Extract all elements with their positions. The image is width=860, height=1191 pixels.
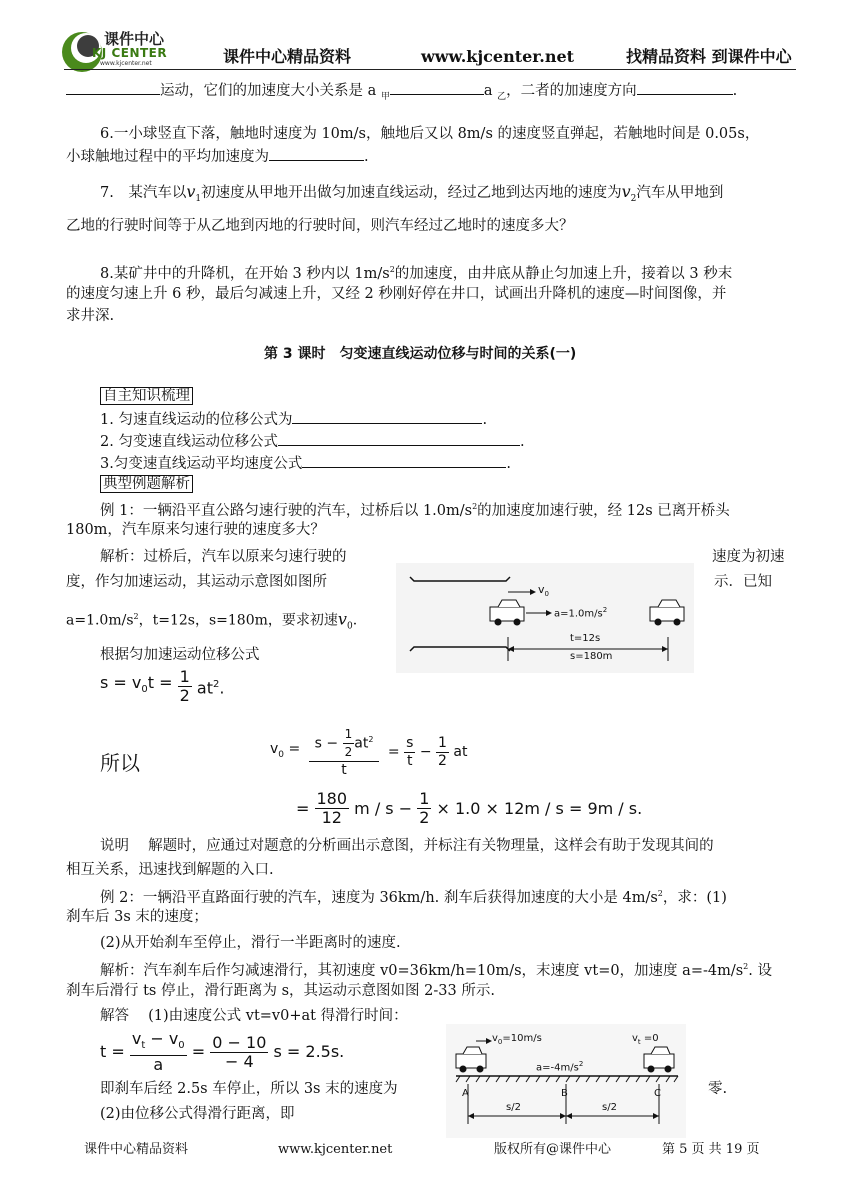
q8-line-3: 求井深. (66, 308, 115, 324)
site-logo (58, 26, 188, 74)
footer-left: 课件中心精品资料 (84, 1142, 189, 1157)
ex1-formula-result: = $\frac{180}{12}$ m / s − $\frac{1}{2}$ × 1.0 × 12m / s = 9m / s. (296, 789, 643, 827)
ex2-text-b: ，求：(1) (662, 889, 727, 906)
q5-end: . (732, 83, 738, 99)
ex1-sol-2-left: 度，作匀加速运动，其运动示意图如图所 (66, 574, 327, 590)
ex1-suoyi: 所以 (100, 751, 140, 775)
ex2-motion-figure (446, 1024, 686, 1138)
q5-text-2: a (483, 83, 498, 99)
logo-url: www.kjcenter.net (100, 60, 152, 67)
note-line-1: 说明 解题时，应通过对题意的分析画出示意图，并标注有关物理量，这样会有助于发现其间的 (100, 838, 714, 854)
item-1-text: 1. 匀速直线运动的位移公式为 (100, 412, 293, 428)
header-rule (64, 69, 796, 70)
ex2-line-3: (2)从开始刹车至停止，滑行一半距离时的速度. (100, 935, 401, 951)
ex2-sup: 2 (657, 889, 663, 898)
ex2-line4-sup: 2 (743, 962, 749, 971)
logo-text: 课件中心 (104, 30, 165, 48)
ex2-line-4 (100, 957, 772, 981)
q8-line-1 (100, 260, 732, 284)
q7-v1-sub: 1 (195, 193, 202, 204)
example-box (100, 474, 193, 494)
q6-end: . (364, 149, 369, 165)
ex1-fig-v0: $v_0$ (538, 583, 549, 599)
ex1-sol3-end: . (352, 612, 358, 629)
q8-text-b: 的加速度，由井底从静止匀加速上升，接着以 3 秒末 (394, 265, 733, 282)
ex1-sol-1-right: 速度为初速 (712, 549, 785, 565)
ex1-sol3-vsub: 0 (346, 621, 353, 632)
item-3: 3.匀变速直线运动平均速度公式 . (100, 453, 511, 474)
ex2-line-6: 解答 (1)由速度公式 vt=v0+at 得滑行时间： (100, 1008, 408, 1024)
ex1-fig-a: $a=1.0m/s^2$ (554, 606, 608, 620)
item-3-blank (302, 453, 506, 468)
ex2-formula-t: t = $\frac{v_t - v_0}{a}$ = $\frac{0 - 10}{- 4}$ s = 2.5s. (100, 1029, 345, 1075)
q7-text-a: 7. 某汽车以 (100, 185, 187, 201)
q6-text: 小球触地过程中的平均加速度为 (66, 149, 269, 165)
q7-line-2: 乙地的行驶时间等于从乙地到丙地的行驶时间，则汽车经过乙地时的速度多大？ (66, 218, 574, 234)
ex1-text-a: 例 1：一辆沿平直公路匀速行驶的汽车，过桥后以 1.0m/s (100, 502, 473, 519)
ex2-line-2: 刹车后 3s 末的速度； (66, 909, 208, 925)
ex2-fig-label-C: C (654, 1088, 661, 1099)
q7-v2-sub: 2 (630, 193, 637, 204)
ex2-fig-half-1: s/2 (506, 1102, 521, 1113)
q5-blank-3 (637, 80, 733, 95)
ex1-sol3-v: v (337, 609, 347, 629)
example-box-label: 典型例题解析 (100, 475, 193, 493)
ex1-formula-s: $s = v_0t$ = $\frac{1}{2}$ $at^2$. (100, 667, 225, 705)
q5-sub-2: 乙 (497, 91, 507, 102)
q8-line-2: 的速度匀速上升 6 秒，最后匀减速上升，又经 2 秒刚好停在井口，试画出升降机的速度—时间图像，并 (66, 286, 727, 302)
car-icon (490, 600, 524, 626)
ex2-fig-half-2: s/2 (602, 1102, 617, 1113)
q7-text-c: 汽车从甲地到 (636, 185, 724, 201)
ex1-sol-3 (66, 607, 357, 636)
q8-text-a: 8.某矿井中的升降机，在开始 3 秒内以 1m/s (100, 265, 390, 282)
ex1-sup: 2 (472, 502, 478, 511)
ex2-fig-a: $a=-4m/s^2$ (536, 1060, 584, 1074)
note-line-2: 相互关系，迅速找到解题的入口. (66, 862, 274, 878)
item-2: 2. 匀变速直线运动位移公式 . (100, 431, 525, 452)
item-1-blank (292, 409, 482, 424)
ex2-fig-label-B: B (561, 1088, 568, 1099)
q5-text-3: ，二者的加速度方向 (506, 83, 637, 99)
q5-blank-1 (66, 80, 160, 95)
q5-blank-2 (390, 80, 484, 95)
q7-text-b: 初速度从甲地开出做匀加速直线运动，经过乙地到达丙地的速度为 (201, 185, 622, 201)
header-left-title: 课件中心精品资料 (223, 47, 352, 66)
q6-blank (269, 146, 364, 161)
q7-line-1 (100, 182, 723, 209)
ex1-formula-v0: $v_0$ = s − $\frac{1}{2}$ $at^2$ t = $\frac{s}{t}$ − $\frac{1}{2}$ at (270, 727, 468, 778)
ex1-motion-figure (396, 563, 694, 673)
ex2-line4-b: . 设 (748, 962, 772, 979)
footer-site: www.kjcenter.net (278, 1142, 393, 1157)
ex2-line-8: (2)由位移公式得滑行距离，即 (100, 1106, 295, 1122)
ex2-fig-v0: $v_0=10m/s$ (492, 1033, 542, 1046)
q7-v2: v (621, 182, 631, 201)
logo-sub: KJ CENTER (92, 46, 168, 60)
ex1-sol3-b: ，t=12s，s=180m，要求初速 (138, 612, 338, 629)
car-icon (644, 1047, 674, 1073)
footer-page: 第 5 页 共 19 页 (662, 1142, 760, 1157)
q6-line-1: 6.一小球竖直下落，触地时速度为 10m/s，触地后又以 8m/s 的速度竖直弹起，若触地时间是 0.05s， (100, 126, 760, 142)
ex1-formula-intro: 根据匀加速运动位移公式 (100, 647, 260, 663)
ex2-fig-vt: $v_t =0$ (632, 1033, 659, 1046)
ex1-sol-2-right: 示．已知 (714, 574, 772, 590)
item-1: 1. 匀速直线运动的位移公式为 . (100, 409, 487, 430)
ex2-text-a: 例 2：一辆沿平直路面行驶的汽车，速度为 36km/h. 刹车后获得加速度的大小是 4m/s (100, 889, 658, 906)
ex1-fig-s: s=180m (570, 651, 613, 662)
ex2-line-5: 刹车后滑行 ts 停止，滑行距离为 s，其运动示意图如图 2-33 所示. (66, 983, 495, 999)
knowledge-box-label: 自主知识梳理 (100, 387, 193, 405)
item-3-text: 3.匀变速直线运动平均速度公式 (100, 456, 303, 472)
q5-line (66, 80, 737, 107)
ex2-line4-a: 解析：汽车刹车后作匀减速滑行，其初速度 v0=36km/h=10m/s，末速度 vt=0，加速度 a=-4m/s (100, 962, 744, 979)
ex2-fig-label-A: A (462, 1088, 469, 1099)
q6-line-2 (66, 146, 369, 167)
car-icon (650, 600, 684, 626)
ex1-text-b: 的加速度加速行驶，经 12s 已离开桥头 (477, 502, 730, 519)
car-icon (456, 1047, 486, 1073)
knowledge-box (100, 386, 193, 406)
ex1-fig-t: t=12s (570, 633, 601, 644)
q7-v1: v (186, 182, 196, 201)
ex1-figure-drawing (396, 563, 694, 673)
ex2-line-7b: 零. (708, 1081, 728, 1097)
item-2-blank (278, 431, 520, 446)
ex1-sol3-a: a=1.0m/s (66, 612, 134, 629)
footer-copyright: 版权所有@课件中心 (494, 1142, 612, 1157)
ex2-line-1 (100, 884, 727, 908)
q5-text-1: 运动，它们的加速度大小关系是 a (160, 83, 381, 99)
section-title: 第 3 课时 匀变速直线运动位移与时间的关系(一) (264, 346, 577, 362)
item-2-text: 2. 匀变速直线运动位移公式 (100, 434, 278, 450)
q8-sup: 2 (389, 265, 395, 274)
ex1-line-1 (100, 497, 730, 521)
header-right-title: 找精品资料 到课件中心 (626, 47, 792, 66)
ex1-sol3-sup: 2 (133, 612, 139, 621)
ex1-line-2: 180m，汽车原来匀速行驶的速度多大？ (66, 522, 325, 538)
ex2-line-7a: 即刹车后经 2.5s 车停止，所以 3s 末的速度为 (100, 1081, 398, 1097)
q5-sub-1: 甲 (380, 91, 390, 102)
ex1-sol-1-left: 解析：过桥后，汽车以原来匀速行驶的 (100, 549, 347, 565)
header-site: www.kjcenter.net (421, 47, 575, 66)
